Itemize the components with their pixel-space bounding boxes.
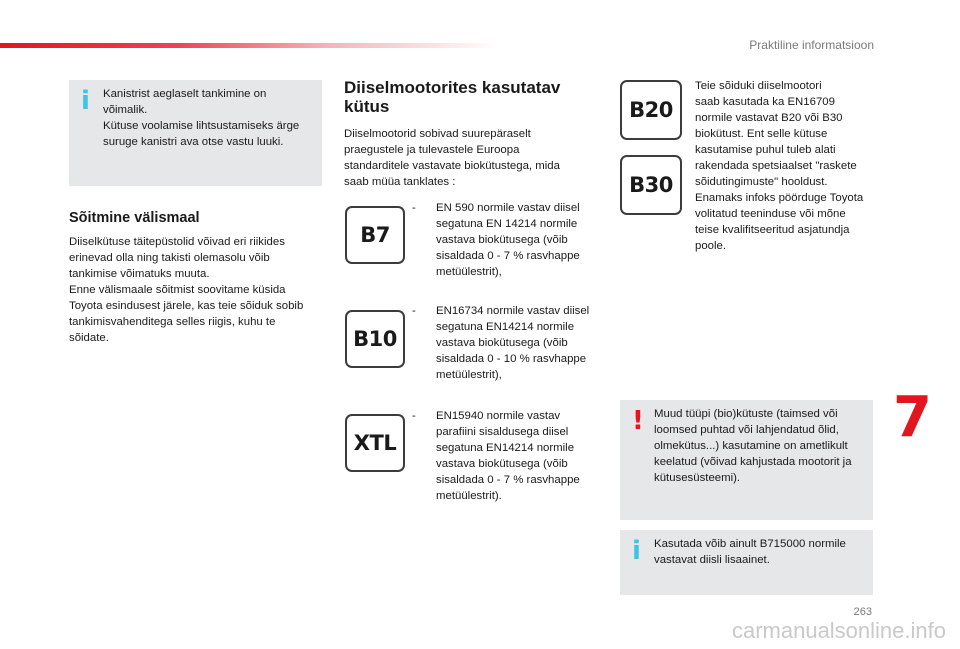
badge-b10: B10 <box>345 310 405 368</box>
info-icon: i <box>81 86 90 116</box>
warning-icon: ! <box>632 406 644 436</box>
badge-b30: B30 <box>620 155 682 215</box>
info-box-additive-text: Kasutada võib ainult B715000 normile vastavat diisli lisaainet. <box>654 538 846 566</box>
section-title: Praktiline informatsioon <box>749 38 874 52</box>
diesel-heading-line2: kütus <box>344 97 390 116</box>
diesel-heading-line1: Diiselmootorites kasutatav <box>344 78 561 97</box>
fuel-item-xtl-text: EN15940 normile vastav parafiini sisaldusega diisel segatuna EN14214 normile vastava biokütusega (võib sisaldada 0 - 7 % rasvhappe metüülestrit). <box>436 410 580 502</box>
page-number: 263 <box>853 606 872 618</box>
info-icon: i <box>632 536 641 566</box>
fuel-item-b7-text: EN 590 normile vastav diisel segatuna EN 14214 normile vastava biokütusega (võib sisaldada 0 - 7 % rasvhappe metüülestrit), <box>436 202 580 278</box>
badge-xtl: XTL <box>345 414 405 472</box>
header-accent-bar <box>0 43 500 48</box>
abroad-heading: Sõitmine välismaal <box>69 210 200 226</box>
diesel-intro: Diiselmootorid sobivad suurepäraselt praegustele ja tulevastele Euroopa standarditele vastavate biokütustega, mida saab müüa tanklates : <box>344 128 560 188</box>
chapter-number: 7 <box>893 385 932 450</box>
info-box-additive <box>620 530 873 595</box>
badge-b20: B20 <box>620 80 682 140</box>
info-box-text: Kanistrist aeglaselt tankimine on võimalik. Kütuse voolamise lihtsustamiseks ärge suruge kanistri ava otse vastu luuki. <box>103 88 300 148</box>
info-box-refuel <box>69 80 322 186</box>
badge-b7: B7 <box>345 206 405 264</box>
warning-text: Muud tüüpi (bio)kütuste (taimsed või loomsed puhtad või lahjendatud õlid, olmekütus...) kasutamine on ametlikult keelatud (võivad kahjustada mootorit ja kütusesüsteemi). <box>654 408 852 484</box>
watermark: carmanualsonline.info <box>731 618 946 643</box>
b20-b30-text: Teie sõiduki diiselmootori saab kasutada ka EN16709 normile vastavat B20 või B30 biokütust. Ent selle kütuse kasutamise puhul tuleb alati rakendada spetsiaalset "raskete sõidutingimuste" hooldust. Enamaks infoks pöörduge Toyota volitatud teeninduse või mõne teise kvalifitseeritud asjatundja poole. <box>695 80 864 252</box>
list-dash: - <box>412 202 416 214</box>
warning-box <box>620 400 873 520</box>
list-dash: - <box>412 305 416 317</box>
fuel-item-b10-text: EN16734 normile vastav diisel segatuna EN14214 normile vastava biokütusega (võib sisaldada 0 - 10 % rasvhappe metüülestrit), <box>436 305 590 381</box>
abroad-text: Diiselkütuse täitepüstolid võivad eri riikides erinevad olla ning takisti olemasolu võib tankimise võimatuks muuta. Enne välismaale sõitmist soovitame küsida Toyota esindusest järele, kas teie sõiduk sobib tankimisvahenditega selles riigis, kuhu te sõidate. <box>69 236 304 344</box>
list-dash: - <box>412 410 416 422</box>
